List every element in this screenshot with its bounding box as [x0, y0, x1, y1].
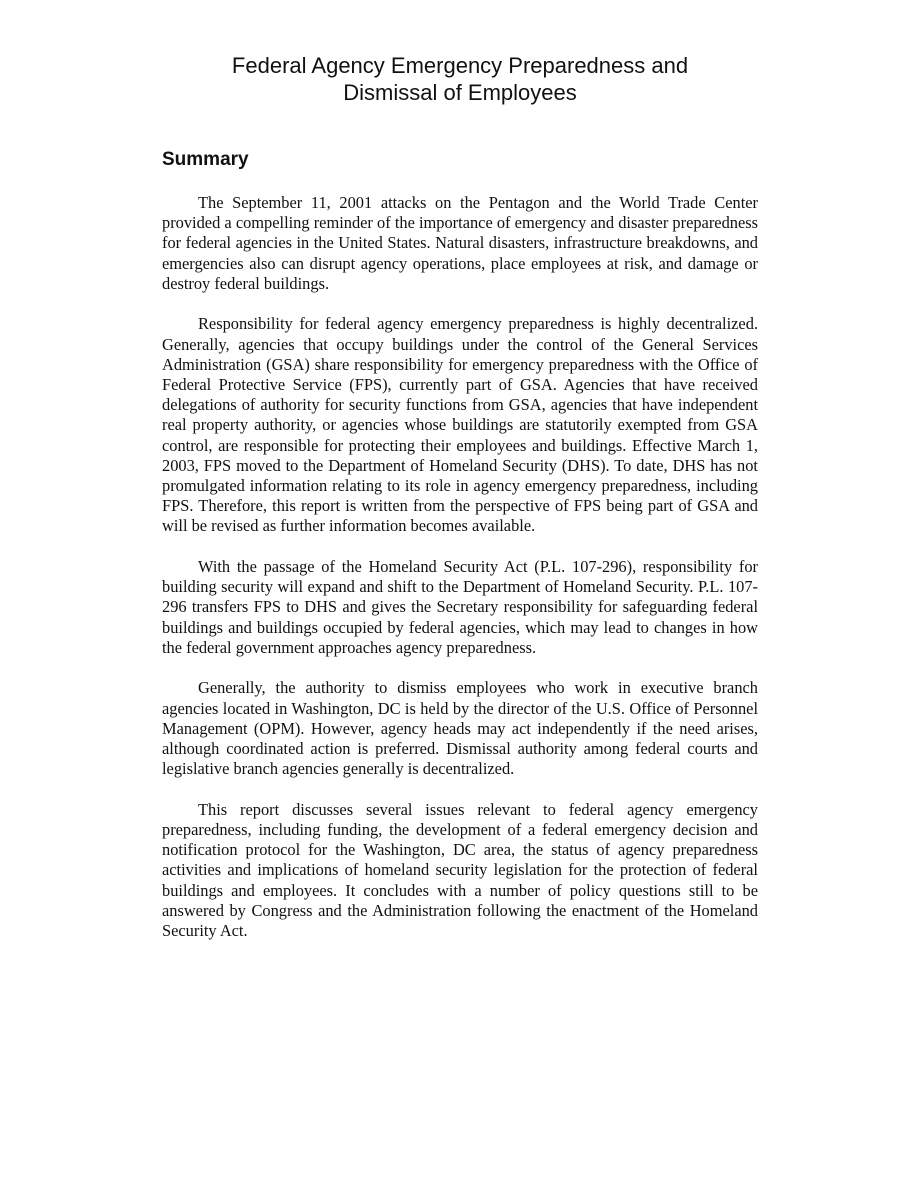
document-title-line-1: Federal Agency Emergency Preparedness and — [231, 53, 689, 78]
summary-paragraph-4: Generally, the authority to dismiss employees who work in executive branch agencies located in Washington, DC is held by the director of the U.S. Office of Personnel Management (OPM). However, agency heads may act independently if the need arises, although coordinated action is preferred. Dismissal authority among federal courts and legislative branch agencies generally is decentralized. — [162, 678, 758, 779]
summary-paragraph-3: With the passage of the Homeland Security Act (P.L. 107-296), responsibility for building security will expand and shift to the Department of Homeland Security. P.L. 107-296 transfers FPS to DHS and gives the Secretary responsibility for safeguarding federal buildings and buildings occupied by federal agencies, which may lead to changes in how the federal government approaches agency preparedness. — [162, 557, 758, 657]
document-page — [162, 52, 758, 941]
summary-paragraph-5: This report discusses several issues relevant to federal agency emergency preparedness, including funding, the development of a federal emergency decision and notification protocol for the Washington, DC area, the status of agency preparedness activities and implications of homeland security legislation for the protection of federal buildings and employees. It concludes with a number of policy questions still to be answered by Congress and the Administration following the enactment of the Homeland Security Act. — [162, 799, 758, 941]
document-title-line-2: Dismissal of Employees — [343, 80, 577, 105]
section-heading-summary: Summary — [162, 149, 249, 170]
summary-paragraph-2: Responsibility for federal agency emergency preparedness is highly decentralized. Generally, agencies that occupy buildings under the control of the General Services Administration (GSA) share responsibility for emergency preparedness with the Office of Federal Protective Service (FPS), currently part of GSA. Agencies that have received delegations of authority for security functions from GSA, agencies that have independent real property authority, or agencies whose buildings are statutorily exempted from GSA control, are responsible for protecting their employees and buildings. Effective March 1, 2003, FPS moved to the Department of Homeland Security (DHS). To date, DHS has not promulgated information relating to its role in agency emergency preparedness, including FPS. Therefore, this report is written from the perspective of FPS being part of GSA and will be revised as further information becomes available. — [162, 314, 758, 536]
document-title — [162, 52, 758, 106]
summary-paragraph-1: The September 11, 2001 attacks on the Pentagon and the World Trade Center provided a compelling reminder of the importance of emergency and disaster preparedness for federal agencies in the United States. Natural disasters, infrastructure breakdowns, and emergencies also can disrupt agency operations, place employees at risk, and damage or destroy federal buildings. — [162, 193, 758, 293]
